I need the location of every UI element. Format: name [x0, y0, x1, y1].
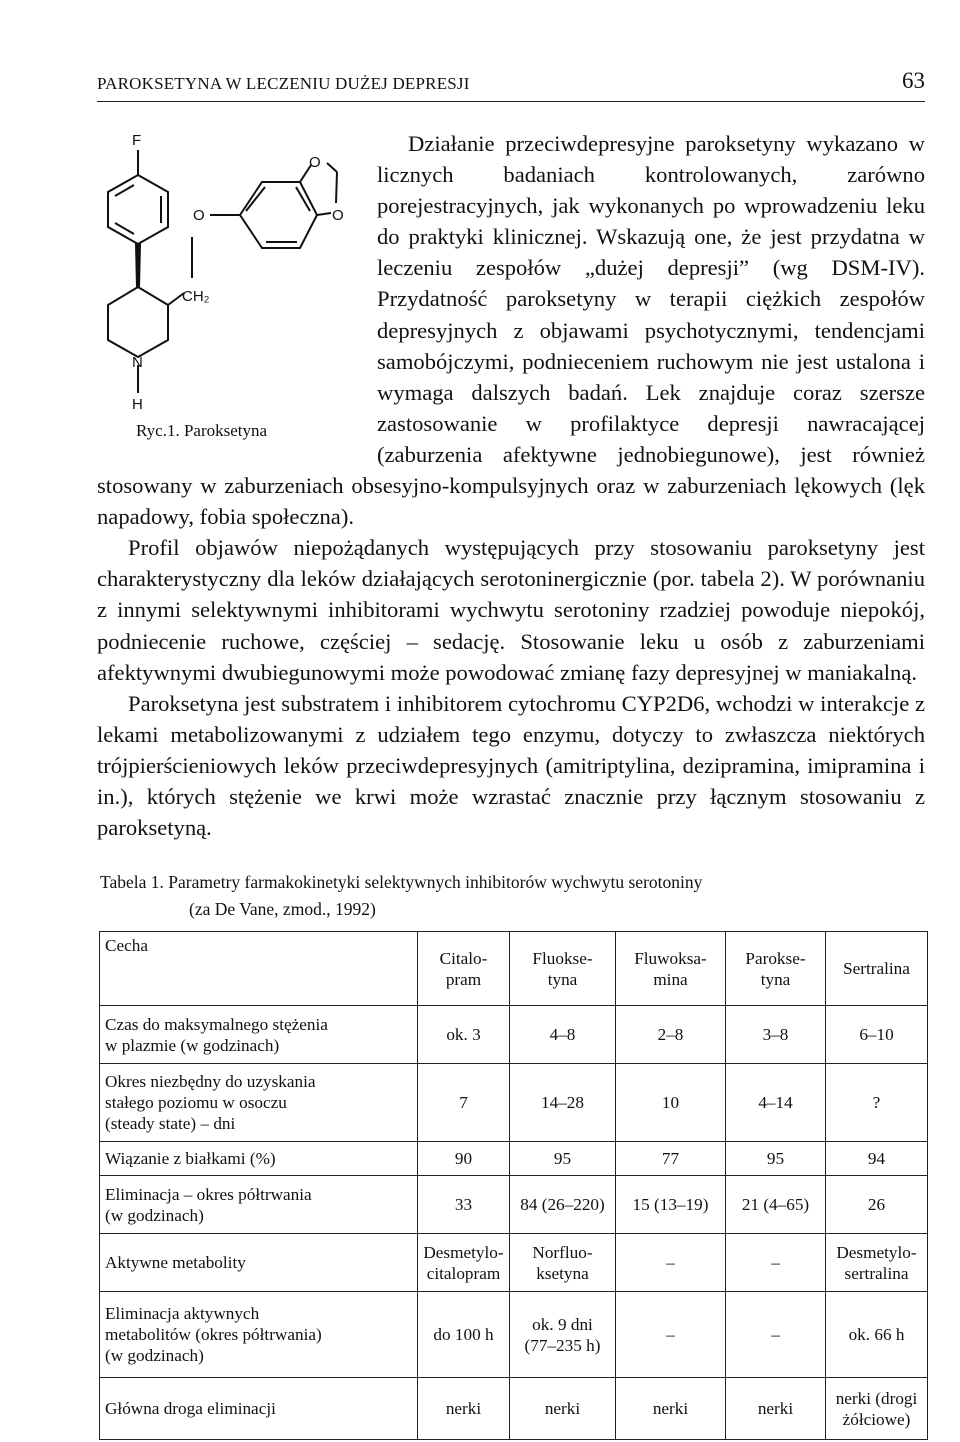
table-cell: Norfluo- ksetyna [510, 1234, 616, 1292]
table-cell: – [616, 1292, 726, 1378]
table-cell: Główna droga eliminacji [100, 1378, 418, 1440]
table-cell: 4–14 [726, 1064, 826, 1142]
table-cell: Desmetylo- sertralina [826, 1234, 928, 1292]
table-caption-line: Tabela 1. Parametry farmakokinetyki selektywnych inhibitorów wychwytu serotoniny [100, 872, 703, 892]
table-row [100, 1006, 928, 1064]
table-cell: 94 [826, 1142, 928, 1176]
table-cell: 15 (13–19) [616, 1176, 726, 1234]
figure-caption: Ryc.1. Paroksetyna [136, 421, 268, 440]
table-row [100, 1234, 928, 1292]
table-cell: – [616, 1234, 726, 1292]
table-caption [100, 869, 900, 923]
atom-label-f: F [132, 132, 142, 149]
column-header: Fluokse- tyna [510, 932, 616, 1006]
figure-float-space [97, 128, 377, 462]
table-cell: 95 [510, 1142, 616, 1176]
table-cell: 3–8 [726, 1006, 826, 1064]
column-header: Citalo- pram [418, 932, 510, 1006]
table-cell: 14–28 [510, 1064, 616, 1142]
atom-label-o-top: O [309, 154, 321, 171]
paragraph: Paroksetyna jest substratem i inhibitorem cytochromu CYP2D6, wchodzi w interakcje z lekami metabolizowanymi z udziałem tego enzymu, dotyczy to zwłaszcza niektórych trójpierścieniowych leków przeciwdepresyjnych (amitriptylina, dezipramina, imipramina i in.), których stężenie we krwi może wzrastać znacznie przy łącznym stosowaniu z paroksetyną. [97, 690, 925, 841]
table-cell: 6–10 [826, 1006, 928, 1064]
table-cell: nerki [418, 1378, 510, 1440]
table-cell: Wiązanie z białkami (%) [100, 1142, 418, 1176]
table-row [100, 1292, 928, 1378]
table-cell: 77 [616, 1142, 726, 1176]
table-cell: nerki [616, 1378, 726, 1440]
table-cell: nerki [726, 1378, 826, 1440]
table-cell: 90 [418, 1142, 510, 1176]
article-body [97, 128, 925, 843]
column-header: Parokse- tyna [726, 932, 826, 1006]
column-header: Fluwoksa- mina [616, 932, 726, 1006]
table-row [100, 1176, 928, 1234]
column-header: Cecha [100, 932, 418, 1006]
table-row [100, 1142, 928, 1176]
atom-label-o-ether: O [193, 207, 205, 224]
header-rule [97, 101, 925, 102]
table-cell: Eliminacja – okres półtrwania (w godzinach) [100, 1176, 418, 1234]
table-cell: ok. 66 h [826, 1292, 928, 1378]
pharmacokinetics-table [99, 931, 928, 1440]
page-number: 63 [902, 68, 925, 93]
table-cell: Czas do maksymalnego stężenia w plazmie (w godzinach) [100, 1006, 418, 1064]
table-row [100, 1378, 928, 1440]
table-cell: nerki (drogi żółciowe) [826, 1378, 928, 1440]
paragraph: Profil objawów niepożądanych występujących przy stosowaniu paroksetyny jest charakterystyczny dla leków działających serotoninergicznie (por. tabela 2). W porównaniu z innymi selektywnymi inhibitorami wychwytu serotoniny rzadziej powoduje niepokój, podniecenie ruchowe, częściej – sedację. Stosowanie leku u osób z zaburzeniami afektywnymi dwubiegunowymi może powodować zmianę fazy depresyjnej w maniakalną. [97, 535, 925, 685]
table-cell: do 100 h [418, 1292, 510, 1378]
atom-label-h: H [132, 396, 143, 413]
table-cell: ? [826, 1064, 928, 1142]
table-cell: Eliminacja aktywnych metabolitów (okres półtrwania) (w godzinach) [100, 1292, 418, 1378]
running-title: PAROKSETYNA W LECZENIU DUŻEJ DEPRESJI [97, 74, 470, 93]
table-cell: 84 (26–220) [510, 1176, 616, 1234]
page-header [97, 66, 925, 102]
table-cell: 21 (4–65) [726, 1176, 826, 1234]
table-caption-source: (za De Vane, zmod., 1992) [189, 899, 376, 919]
table-cell: nerki [510, 1378, 616, 1440]
table-cell: 2–8 [616, 1006, 726, 1064]
table-cell: 26 [826, 1176, 928, 1234]
table-cell: Okres niezbędny do uzyskania stałego poziomu w osoczu (steady state) – dni [100, 1064, 418, 1142]
column-header: Sertralina [826, 932, 928, 1006]
table-cell: 10 [616, 1064, 726, 1142]
table-cell: Desmetylo- citalopram [418, 1234, 510, 1292]
table-cell: – [726, 1234, 826, 1292]
table-cell: ok. 9 dni (77–235 h) [510, 1292, 616, 1378]
table-cell: ok. 3 [418, 1006, 510, 1064]
atom-label-o-right: O [332, 207, 344, 224]
table-cell: 95 [726, 1142, 826, 1176]
table-cell: 7 [418, 1064, 510, 1142]
atom-label-n: N [132, 354, 143, 371]
table-cell: Aktywne metabolity [100, 1234, 418, 1292]
atom-label-ch2: CH₂ [182, 288, 210, 305]
table-cell: – [726, 1292, 826, 1378]
table-header-row [100, 932, 928, 1006]
table-cell: 33 [418, 1176, 510, 1234]
paragraph: Działanie przeciwdepresyjne paroksetyny wykazano w licznych badaniach kontrolowanych, zarówno porejestracyjnych, jak wykonanych po wprowadzeniu leku do praktyki klinicznej. Wskazują one, że jest przydatna w leczeniu zespołów „dużej depresji” (wg DSM-IV). Przydatność paroksetyny w terapii ciężkich zespołów depresyjnych z objawami psychotycznymi, tendencjami samobójczymi, podnieceniem ruchowym nie jest ustalona i wymaga dalszych badań. Lek znajduje coraz szersze zastosowanie w profilaktyce depresji nawracającej (zaburzenia afektywne jednobiegunowe), jest również stosowany w zaburzeniach obsesyjno-kompulsyjnych oraz w zaburzeniach lękowych (lęk napadowy, fobia społeczna). [97, 131, 925, 530]
table-row [100, 1064, 928, 1142]
table-cell: 4–8 [510, 1006, 616, 1064]
